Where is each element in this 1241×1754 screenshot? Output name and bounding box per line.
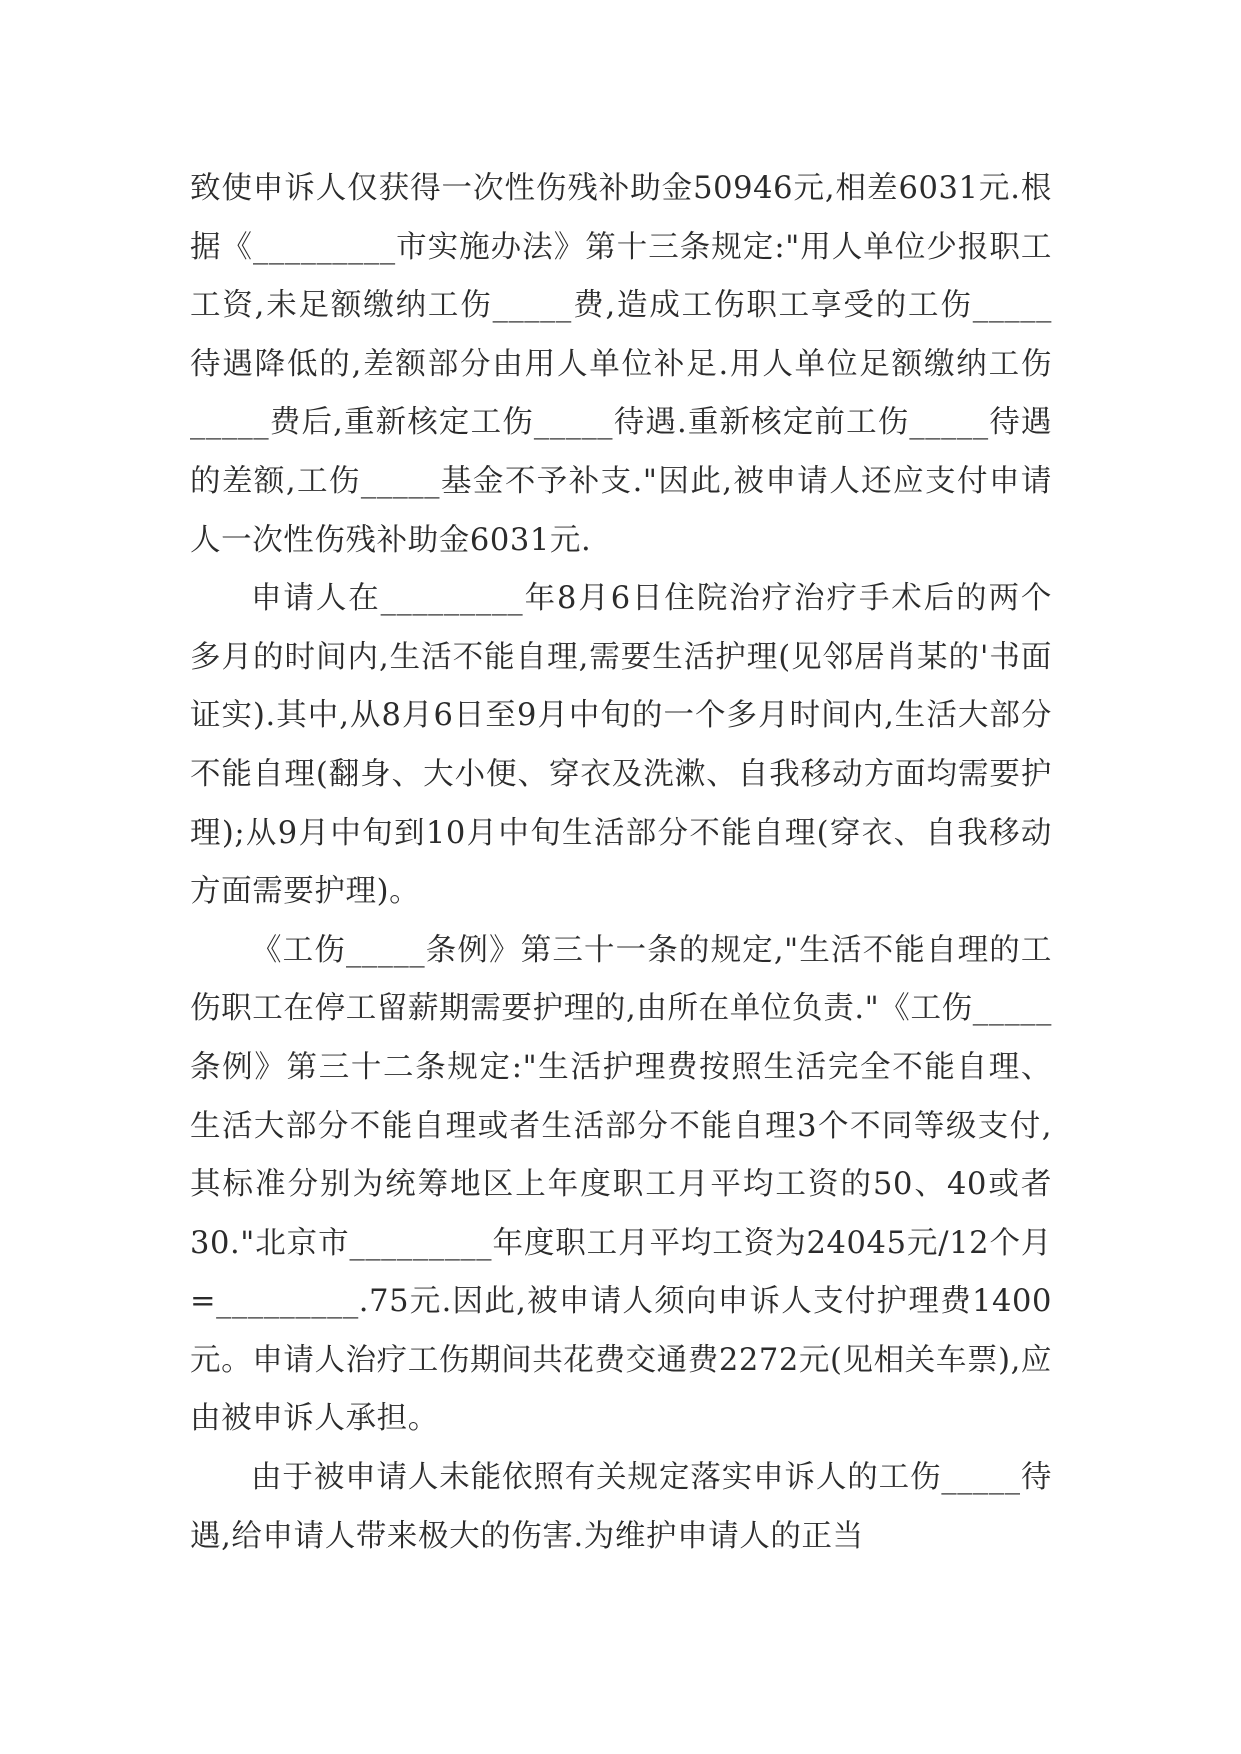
document-page: [190, 160, 1052, 1566]
paragraph-2: 申请人在_________年8月6日住院治疗治疗手术后的两个多月的时间内,生活不能自理,需要生活护理(见邻居肖某的'书面证实).其中,从8月6日至9月中旬的一个多月时间内,生活大部分不能自理(翻身、大小便、穿衣及洗漱、自我移动方面均需要护理);从9月中旬到10月中旬生活部分不能自理(穿衣、自我移动方面需要护理)。: [190, 581, 1052, 910]
paragraph-3: 《工伤_____条例》第三十一条的规定,"生活不能自理的工伤职工在停工留薪期需要护理的,由所在单位负责."《工伤_____条例》第三十二条规定:"生活护理费按照生活完全不能自理、生活大部分不能自理或者生活部分不能自理3个不同等级支付,其标准分别为统筹地区上年度职工月平均工资的50、40或者30."北京市_________年度职工月平均工资为24045元/12个月=_________.75元.因此,被申请人须向申诉人支付护理费1400元。申请人治疗工伤期间共花费交通费2272元(见相关车票),应由被申诉人承担。: [190, 932, 1052, 1437]
paragraph-1: 致使申诉人仅获得一次性伤残补助金50946元,相差6031元.根据《_________市实施办法》第十三条规定:"用人单位少报职工工资,未足额缴纳工伤_____费,造成工伤职工享受的工伤_____待遇降低的,差额部分由用人单位补足.用人单位足额缴纳工伤_____费后,重新核定工伤_____待遇.重新核定前工伤_____待遇的差额,工伤_____基金不予补支."因此,被申请人还应支付申请人一次性伤残补助金6031元.: [190, 171, 1052, 558]
paragraph-4: 由于被申请人未能依照有关规定落实申诉人的工伤_____待遇,给申请人带来极大的伤害.为维护申请人的正当: [190, 1460, 1052, 1554]
